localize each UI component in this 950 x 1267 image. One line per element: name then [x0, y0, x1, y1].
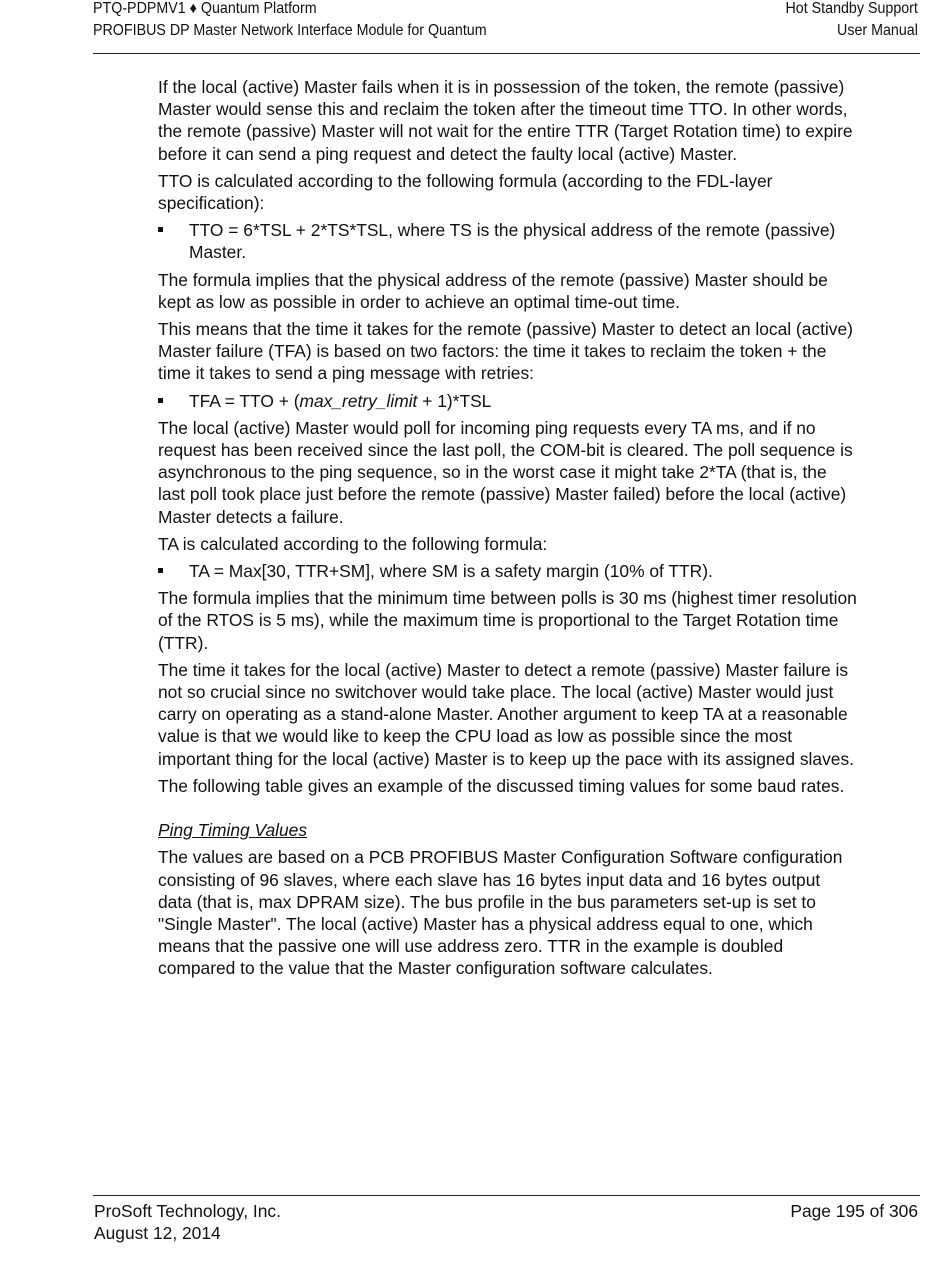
bullet-text: TTO = 6*TSL + 2*TS*TSL, where TS is the physical address of the remote (passive) Master.: [189, 220, 836, 263]
paragraph-ta-formula-intro: TA is calculated according to the following formula:: [158, 533, 548, 554]
bullet-square-icon: [158, 568, 163, 573]
page-body: [158, 76, 858, 985]
header-product-title: PTQ-PDPMV1 ♦ Quantum Platform: [93, 0, 317, 17]
bullet-tto-formula: [158, 219, 858, 263]
header-section-title: Hot Standby Support: [785, 0, 918, 17]
paragraph-token-timeout: If the local (active) Master fails when it is in possession of the token, the remote (passive) Master would sense this and reclaim the token after the timeout time TTO. In other words, the remote (passive) Master will not wait for the entire TTR (Target Rotation time) to expire before it can send a ping request and detect the faulty local (active) Master.: [158, 77, 853, 164]
bullet-square-icon: [158, 227, 163, 232]
subheading-ping-timing: Ping Timing Values: [158, 820, 308, 841]
paragraph-configuration: The values are based on a PCB PROFIBUS Master Configuration Software configuration consisting of 96 slaves, where each slave has 16 bytes input data and 16 bytes output data (that is, max DPRAM size). The bus profile in the bus parameters set-up is set to "Single Master". The local (active) Master has a physical address equal to one, which means that the passive one will use address zero. TTR in the example is doubled compared to the value that the Master configuration software calculates.: [158, 847, 843, 979]
paragraph-table-intro: The following table gives an example of the discussed timing values for some baud rates.: [158, 775, 845, 796]
paragraph-tfa-intro: This means that the time it takes for the remote (passive) Master to detect an local (active) Master failure (TFA) is based on two factors: the time it takes to reclaim the token + the time it takes to send a ping message with retries:: [158, 319, 853, 384]
footer-date: August 12, 2014: [94, 1223, 221, 1243]
bullet-text: TA = Max[30, TTR+SM], where SM is a safety margin (10% of TTR).: [189, 561, 713, 582]
bullet-tfa-formula: [158, 390, 858, 412]
page-header: [93, 0, 920, 54]
header-document-type: User Manual: [837, 22, 918, 39]
paragraph-remote-failure: The time it takes for the local (active) Master to detect a remote (passive) Master failure is not so crucial since no switchover would take place. The local (active) Master would just carry on operating as a stand-alone Master. Another argument to keep TA at a reasonable value is that we would like to keep the CPU load as low as possible since the most important thing for the local (active) Master is to keep up the pace with its assigned slaves.: [158, 659, 854, 769]
bullet-text-pre: TFA = TTO + (: [189, 390, 300, 411]
paragraph-physical-address: The formula implies that the physical address of the remote (passive) Master should be kept as low as possible in order to achieve an optimal time-out time.: [158, 269, 828, 312]
bullet-text-variable: max_retry_limit: [299, 390, 418, 411]
footer-page-number: Page 195 of 306: [790, 1201, 918, 1221]
page-footer: [93, 1195, 920, 1243]
paragraph-tto-formula-intro: TTO is calculated according to the following formula (according to the FDL-layer specification):: [158, 170, 773, 214]
bullet-ta-formula: [158, 560, 858, 582]
footer-company: ProSoft Technology, Inc.: [94, 1201, 281, 1221]
paragraph-poll-time: The formula implies that the minimum time between polls is 30 ms (highest timer resolution of the RTOS is 5 ms), while the maximum time is proportional to the Target Rotation time (TTR).: [158, 588, 857, 653]
bullet-text-post: + 1)*TSL: [417, 390, 492, 411]
paragraph-poll-sequence: The local (active) Master would poll for incoming ping requests every TA ms, and if no request has been received since the last poll, the COM-bit is cleared. The poll sequence is asynchronous to the ping sequence, so in the worst case it might take 2*TA (that is, the last poll took place just before the remote (passive) Master failed) before the local (active) Master detects a failure.: [158, 417, 853, 527]
bullet-square-icon: [158, 398, 163, 403]
header-product-subtitle: PROFIBUS DP Master Network Interface Module for Quantum: [93, 22, 487, 39]
